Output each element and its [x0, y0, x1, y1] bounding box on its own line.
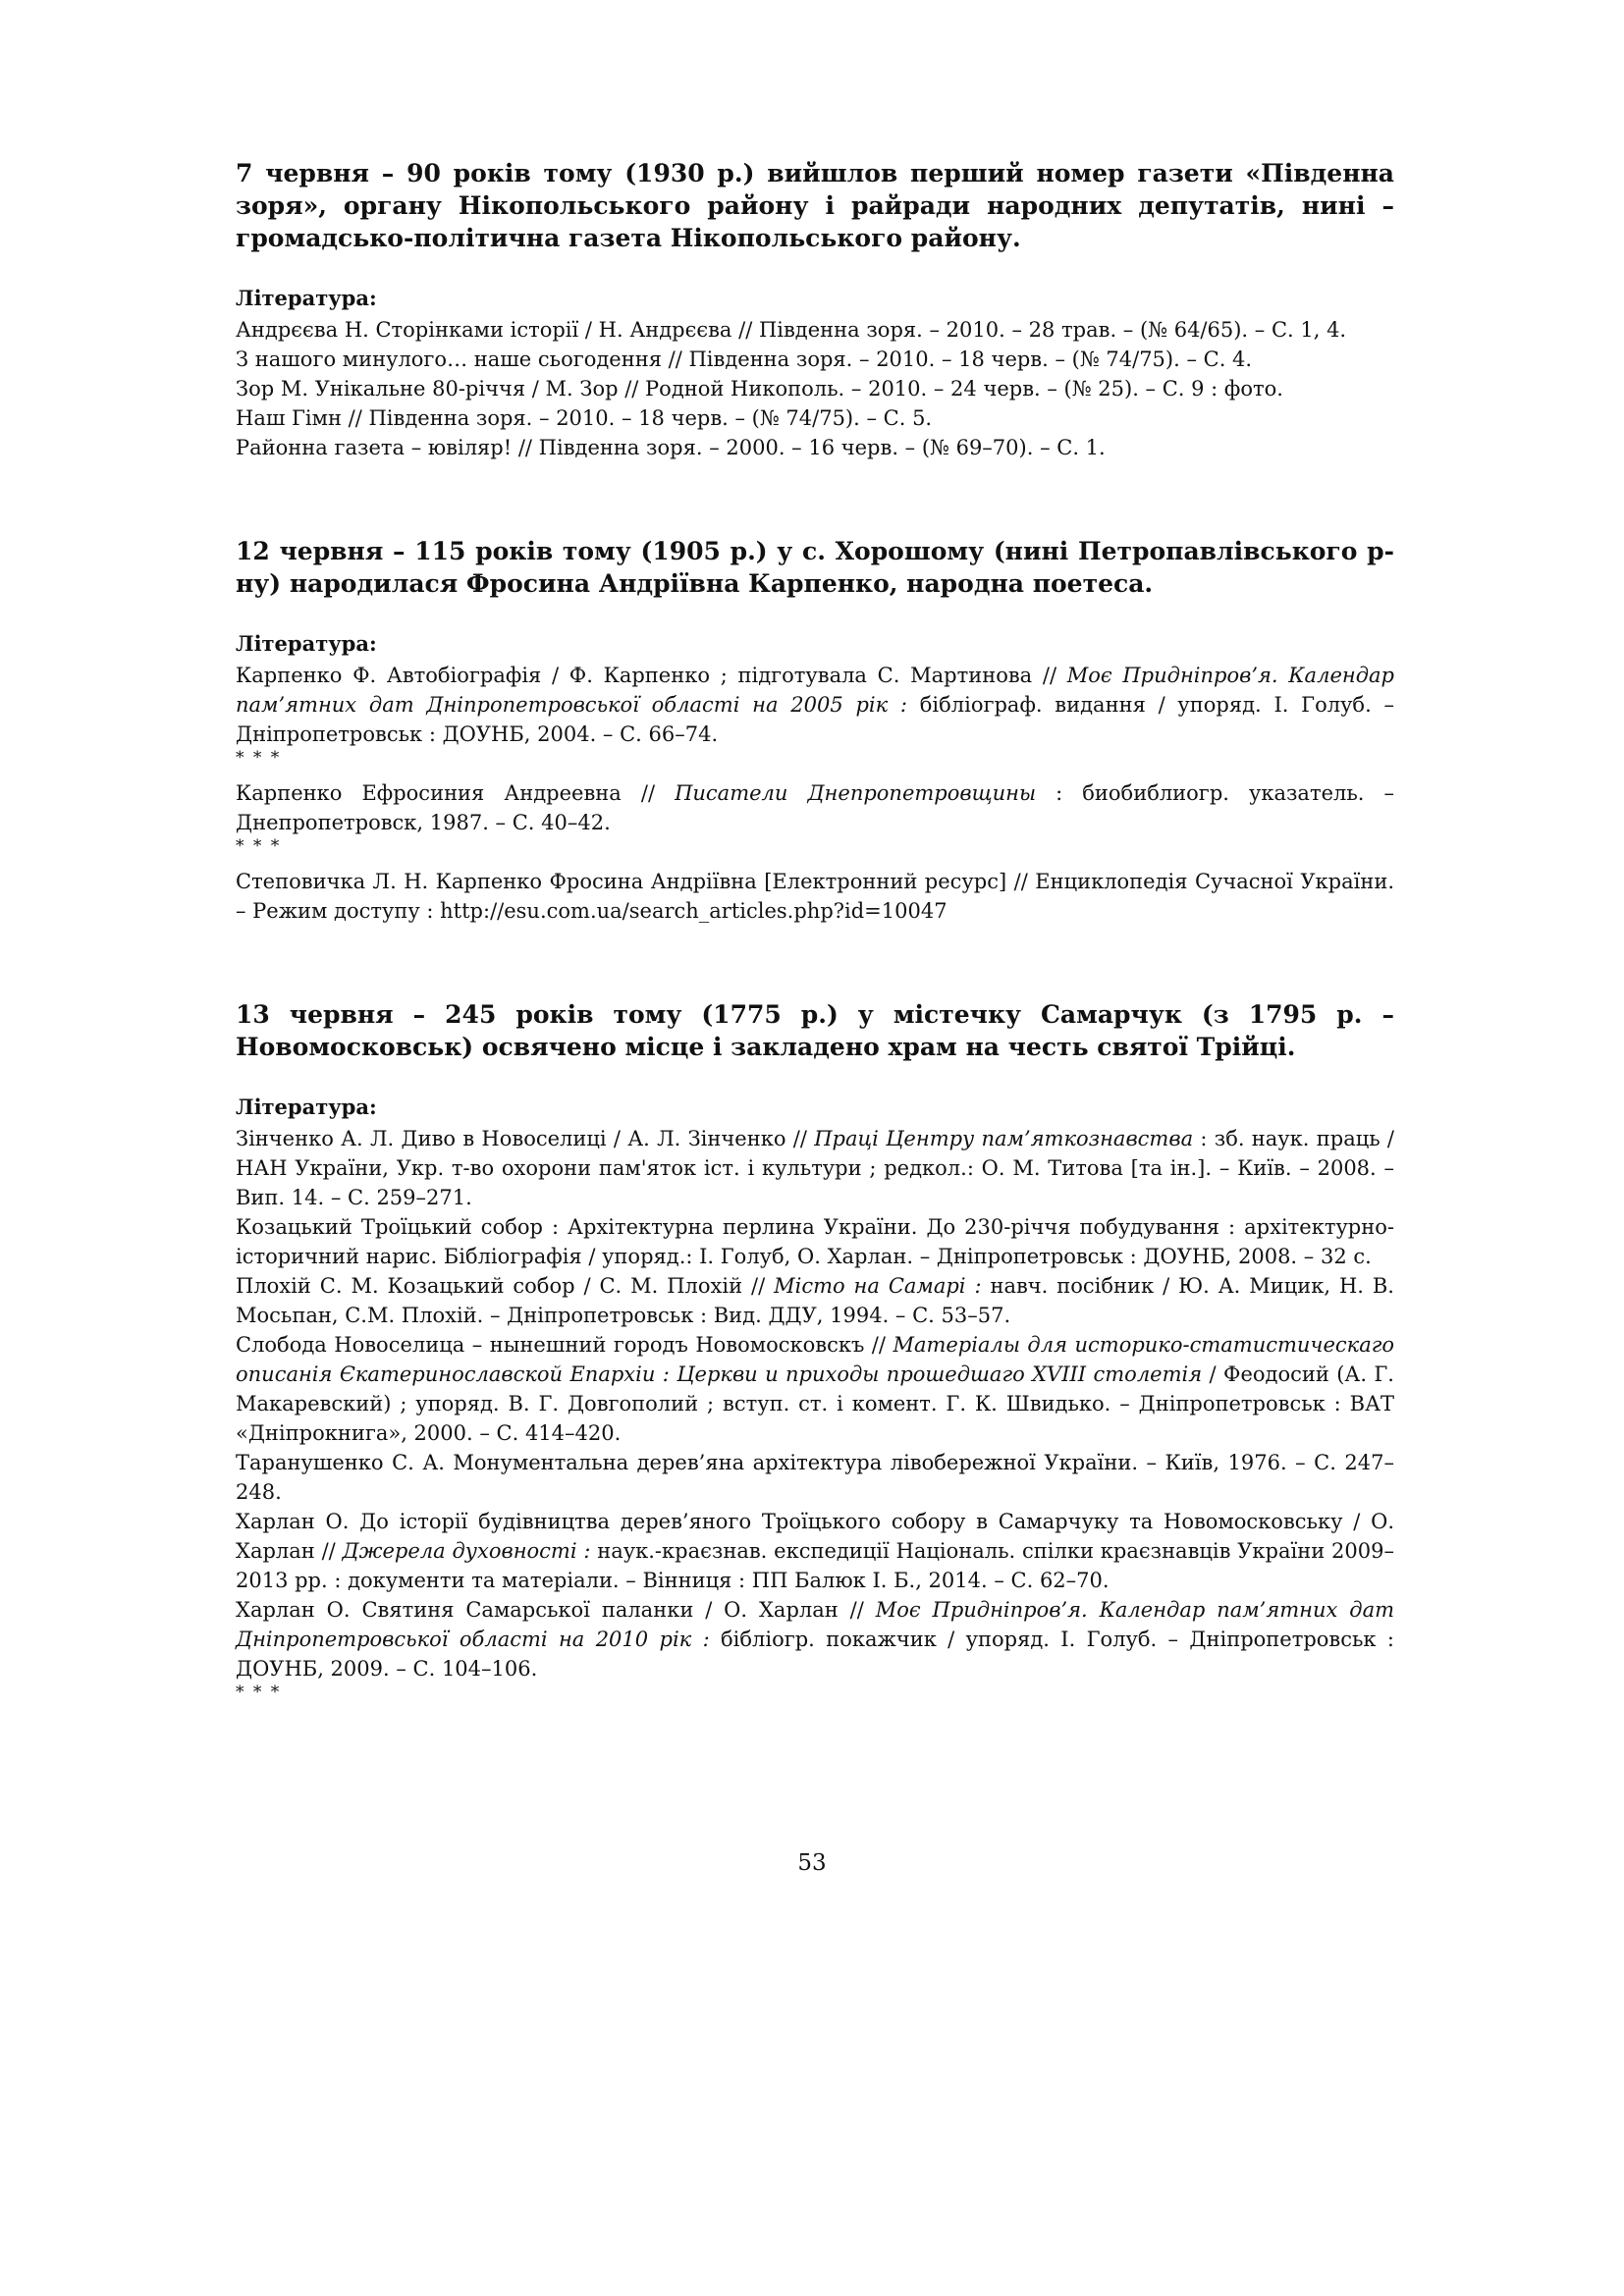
reference-list — [236, 1124, 1394, 1701]
reference-item: Карпенко Ефросиния Андреевна // Писатели Днепропетровщины : биобиблиогр. указатель. – Днепропетровск, 1987. – С. 40–42. — [236, 781, 1394, 834]
reference-item: Карпенко Ф. Автобіографія / Ф. Карпенко ; підготувала С. Мартинова // Моє Придніпров’я. Календар пам’ятних дат Дніпропетровської області на 2005 рік : бібліограф. видання / упоряд. І. Голуб. – Дніпропетровськ : ДОУНБ, 2004. – С. 66–74. — [236, 664, 1395, 746]
reference-list — [236, 661, 1394, 926]
reference-item: Харлан О. До історії будівництва дерев’яного Троїцького собору в Самарчуку та Новомосковську / О. Харлан // Джерела духовності : наук.-краєзнав. експедиції Національ. спілки краєзнавців України 2009–2013 рр. : документи та матеріали. – Вінниця : ПП Балюк І. Б., 2014. – С. 62–70. — [236, 1510, 1394, 1592]
reference-item: Зінченко А. Л. Диво в Новоселиці / А. Л. Зінченко // Праці Центру пам’яткознавства : зб. наук. праць / НАН України, Укр. т-во охорони пам'яток іст. і культури ; редкол.: О. М. Титова [та ін.]. – Київ. – 2008. – Вип. 14. – С. 259–271. — [236, 1127, 1395, 1209]
reference-item: З нашого минулого… наше сьогодення // Південна зоря. – 2010. – 18 черв. – (№ 74/75). – С. 4. — [236, 347, 1253, 371]
literature-label: Література: — [236, 286, 377, 310]
reference-item: Андрєєва Н. Сторінками історії / Н. Андрєєва // Південна зоря. – 2010. – 28 трав. – (№ 64/65). – С. 1, 4. — [236, 318, 1347, 342]
literature-label: Література: — [236, 1095, 377, 1119]
reference-item: Степовичка Л. Н. Карпенко Фросина Андріївна [Електронний ресурс] // Енциклопедія Сучасної України. – Режим доступу : http://esu.com.ua/search_articles.php?id=10047 — [236, 870, 1394, 923]
reference-separator: * * * — [236, 748, 282, 768]
reference-item: Зор М. Унікальне 80-річчя / М. Зор // Родной Никополь. – 2010. – 24 черв. – (№ 25). – С. 9 : фото. — [236, 377, 1283, 400]
reference-item: Таранушенко С. А. Монументальна дерев’яна архітектура лівобережної України. – Київ, 1976. – С. 247–248. — [236, 1451, 1394, 1504]
reference-item: Наш Гімн // Південна зоря. – 2010. – 18 черв. – (№ 74/75). – С. 5. — [236, 406, 933, 430]
reference-item: Харлан О. Святиня Самарської паланки / О. Харлан // Моє Придніпров’я. Календар пам’ятних дат Дніпропетровської області на 2010 рік : бібліогр. покажчик / упоряд. І. Голуб. – Дніпропетровськ : ДОУНБ, 2009. – С. 104–106. — [236, 1598, 1395, 1681]
literature-label: Література: — [236, 631, 377, 656]
reference-item: Слобода Новоселица – нынешний городъ Новомосковскъ // Матеріалы для историко-статистическаго описанія Єкатеринославской Епархіи : Церкви и приходы прошедшаго XVIII столетія / Феодосий (А. Г. Макаревский) ; упоряд. В. Г. Довгополий ; вступ. ст. і комент. Г. К. Швидько. – Дніпропетровськ : ВАТ «Дніпрокнига», 2000. – С. 414–420. — [236, 1333, 1394, 1445]
entry-3 — [236, 998, 1394, 1701]
entry-1 — [236, 157, 1394, 462]
entry-2 — [236, 535, 1394, 926]
entry-heading: 7 червня – 90 років тому (1930 р.) вийшлов перший номер газети «Південна зоря», органу Нікопольського району і райради народних депутатів, нині – громадсько-політична газета Нікопольського району. — [236, 159, 1394, 252]
reference-item: Районна газета – ювіляр! // Південна зоря. – 2000. – 16 черв. – (№ 69–70). – С. 1. — [236, 436, 1106, 459]
reference-separator: * * * — [236, 1682, 282, 1702]
page-number: 53 — [797, 1850, 827, 1876]
reference-list — [236, 315, 1394, 462]
entry-heading: 13 червня – 245 років тому (1775 р.) у містечку Самарчук (з 1795 р. – Новомосковськ) освячено місце і закладено храм на честь святої Трійці. — [236, 1000, 1394, 1061]
entry-heading: 12 червня – 115 років тому (1905 р.) у с. Хорошому (нині Петропавлівського р-ну) народилася Фросина Андріївна Карпенко, народна поетеса. — [236, 537, 1394, 598]
reference-item: Плохій С. М. Козацький собор / С. М. Плохій // Місто на Самарі : навч. посібник / Ю. А. Мицик, Н. В. Мосьпан, С.М. Плохій. – Дніпропетровськ : Вид. ДДУ, 1994. – С. 53–57. — [236, 1274, 1394, 1327]
reference-item: Козацький Троїцький собор : Архітектурна перлина України. До 230-річчя побудування : архітектурно-історичний нарис. Бібліографія / упоряд.: І. Голуб, О. Харлан. – Дніпропетровськ : ДОУНБ, 2008. – 32 с. — [236, 1215, 1394, 1268]
reference-separator: * * * — [236, 836, 282, 856]
document-page — [236, 157, 1394, 1713]
